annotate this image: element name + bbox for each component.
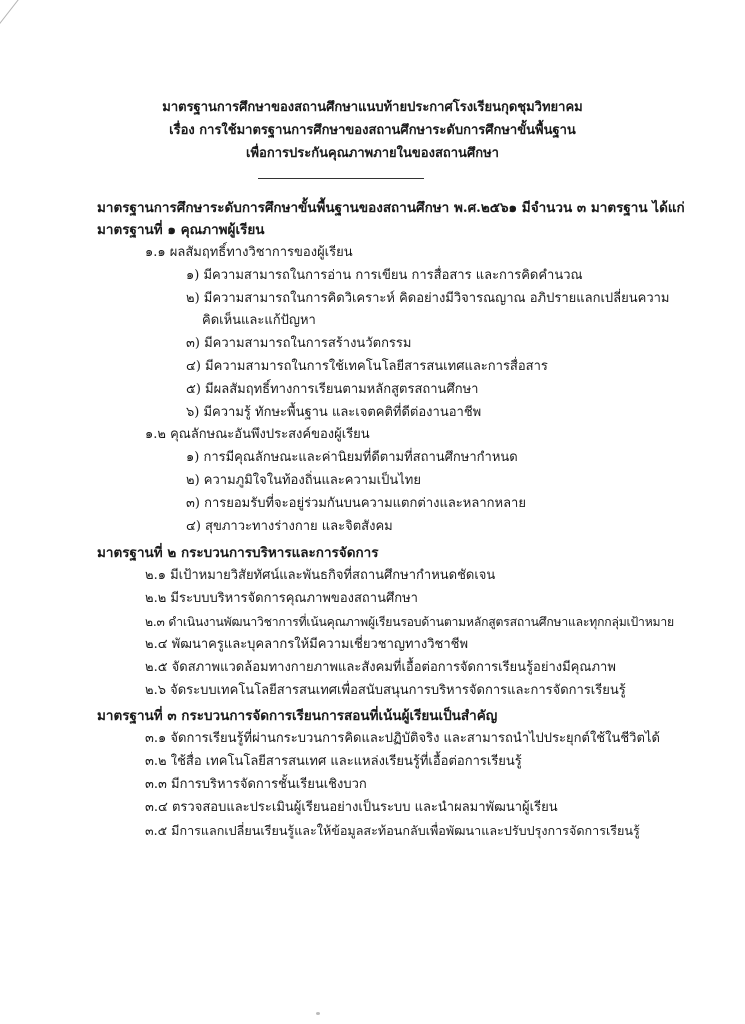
scan-speck: [316, 1012, 320, 1015]
list-item: ๑) มีความสามารถในการอ่าน การเขียน การสื่อสาร และการคิดคำนวณ: [186, 268, 583, 283]
list-item: ๖) มีความรู้ ทักษะพื้นฐาน และเจตคติที่ดีต่องานอาชีพ: [186, 405, 482, 420]
section-1-1-title: ๑.๑ ผลสัมฤทธิ์ทางวิชาการของผู้เรียน: [145, 245, 353, 260]
list-item: ๕) มีผลสัมฤทธิ์ทางการเรียนตามหลักสูตรสถานศึกษา: [186, 382, 479, 397]
list-item: ๒.๖ จัดระบบเทคโนโลยีสารสนเทศเพื่อสนับสนุนการบริหารจัดการและการจัดการเรียนรู้: [145, 683, 626, 698]
standard-1-title: มาตรฐานที่ ๑ คุณภาพผู้เรียน: [97, 222, 265, 238]
standard-2-title: มาตรฐานที่ ๒ กระบวนการบริหารและการจัดการ: [97, 545, 379, 561]
list-item: ๓.๓ มีการบริหารจัดการชั้นเรียนเชิงบวก: [145, 777, 367, 792]
list-item: ๓) การยอมรับที่จะอยู่ร่วมกันบนความแตกต่างและหลากหลาย: [186, 496, 526, 511]
header-line-1: มาตรฐานการศึกษาของสถานศึกษาแนบท้ายประกาศโรงเรียนกุดชุมวิทยาคม: [162, 100, 583, 115]
list-item: ๒) มีความสามารถในการคิดวิเคราะห์ คิดอย่างมีวิจารณญาณ อภิปรายแลกเปลี่ยนความ: [186, 291, 670, 306]
header-line-2: เรื่อง การใช้มาตรฐานการศึกษาของสถานศึกษาระดับการศึกษาขั้นพื้นฐาน: [169, 123, 576, 138]
list-item: ๒.๕ จัดสภาพแวดล้อมทางกายภาพและสังคมที่เอื้อต่อการจัดการเรียนรู้อย่างมีคุณภาพ: [145, 660, 616, 675]
list-item: ๓.๕ มีการแลกเปลี่ยนเรียนรู้และให้ข้อมูลสะท้อนกลับเพื่อพัฒนาและปรับปรุงการจัดการเรียนรู้: [145, 823, 640, 838]
list-item: ๓.๔ ตรวจสอบและประเมินผู้เรียนอย่างเป็นระบบ และนำผลมาพัฒนาผู้เรียน: [145, 800, 558, 815]
section-1-2-title: ๑.๒ คุณลักษณะอันพึงประสงค์ของผู้เรียน: [145, 427, 370, 442]
standard-3-title: มาตรฐานที่ ๓ กระบวนการจัดการเรียนการสอนที่เน้นผู้เรียนเป็นสำคัญ: [97, 708, 498, 724]
list-item: ๒.๔ พัฒนาครูและบุคลากรให้มีความเชี่ยวชาญทางวิชาชีพ: [145, 637, 469, 652]
list-item: ๓.๑ จัดการเรียนรู้ที่ผ่านกระบวนการคิดและปฏิบัติจริง และสามารถนำไปประยุกต์ใช้ในชีวิตได้: [145, 731, 660, 746]
header-line-3: เพื่อการประกันคุณภาพภายในของสถานศึกษา: [246, 146, 499, 161]
list-item: ๒.๒ มีระบบบริหารจัดการคุณภาพของสถานศึกษา: [145, 591, 418, 606]
list-item: ๒.๑ มีเป้าหมายวิสัยทัศน์และพันธกิจที่สถานศึกษากำหนดชัดเจน: [145, 568, 496, 583]
list-item: ๓.๒ ใช้สื่อ เทคโนโลยีสารสนเทศ และแหล่งเรียนรู้ที่เอื้อต่อการเรียนรู้: [145, 754, 522, 769]
list-item: ๓) มีความสามารถในการสร้างนวัตกรรม: [186, 336, 412, 351]
list-item: ๒) ความภูมิใจในท้องถิ่นและความเป็นไทย: [186, 473, 421, 488]
list-item: ๒.๓ ดำเนินงานพัฒนาวิชาการที่เน้นคุณภาพผู้เรียนรอบด้านตามหลักสูตรสถานศึกษาและทุกกลุ่มเป้าหมาย: [145, 615, 674, 629]
list-item: ๑) การมีคุณลักษณะและค่านิยมที่ดีตามที่สถานศึกษากำหนด: [186, 450, 518, 465]
intro-text: มาตรฐานการศึกษาระดับการศึกษาขั้นพื้นฐานของสถานศึกษา พ.ศ.๒๕๖๑ มีจำนวน ๓ มาตรฐาน ได้แก่: [97, 200, 685, 216]
list-item: ๔) มีความสามารถในการใช้เทคโนโลยีสารสนเทศและการสื่อสาร: [186, 359, 548, 374]
list-item-continuation: คิดเห็นและแก้ปัญหา: [202, 313, 316, 328]
list-item: ๔) สุขภาวะทางร่างกาย และจิตสังคม: [186, 519, 393, 534]
